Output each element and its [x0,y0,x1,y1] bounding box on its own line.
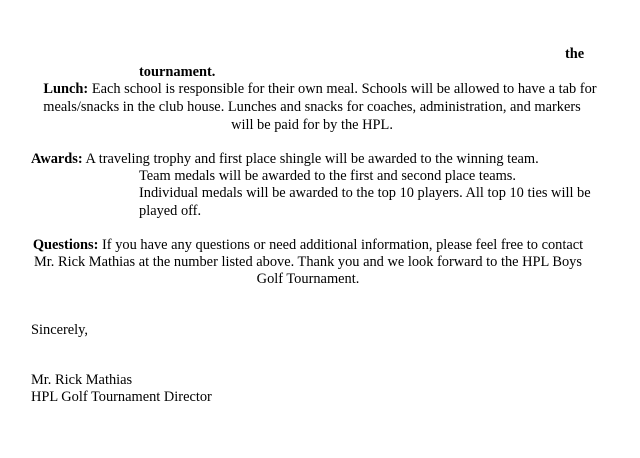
awards-label: Awards: [31,151,83,167]
questions-text-2: Mr. Rick Mathias at the number listed above. Thank you and we look forward to the HPL Boys [34,254,582,270]
awards-line-3 [139,185,591,202]
lunch-text-3: will be paid for by the HPL. [231,117,393,133]
awards-line-2 [139,168,516,185]
awards-text-1: A traveling trophy and first place shingle will be awarded to the winning team. [82,151,539,167]
awards-text-2: Team medals will be awarded to the first and second place teams. [139,168,517,184]
questions-text-3: Golf Tournament. [256,271,360,287]
fragment-word-tournament: tournament. [139,64,216,80]
salutation: Sincerely, [31,322,89,338]
signer-name: Mr. Rick Mathias [31,372,133,388]
signer-title: HPL Golf Tournament Director [31,389,212,405]
questions-line-1 [0,237,616,254]
awards-line-1 [31,151,539,168]
awards-text-4: played off. [139,203,202,219]
questions-line-2 [0,254,616,271]
questions-label: Questions: [32,237,99,253]
lunch-line-3 [0,117,624,134]
fragment-line-1 [565,46,584,63]
questions-text-1: If you have any questions or need additional information, please feel free to contact [98,237,584,253]
lunch-line-1 [0,81,640,98]
lunch-line-2 [0,99,624,116]
fragment-line-2 [139,64,215,81]
lunch-label: Lunch: [43,81,89,97]
awards-line-4 [139,203,201,220]
lunch-text-1: Each school is responsible for their own meal. Schools will be allowed to have a tab for [88,81,597,97]
fragment-word-the: the [565,46,585,62]
questions-line-3 [0,271,616,288]
lunch-text-2: meals/snacks in the club house. Lunches and snacks for coaches, administration, and markers [43,99,581,115]
awards-text-3: Individual medals will be awarded to the top 10 players. All top 10 ties will be [139,185,591,201]
